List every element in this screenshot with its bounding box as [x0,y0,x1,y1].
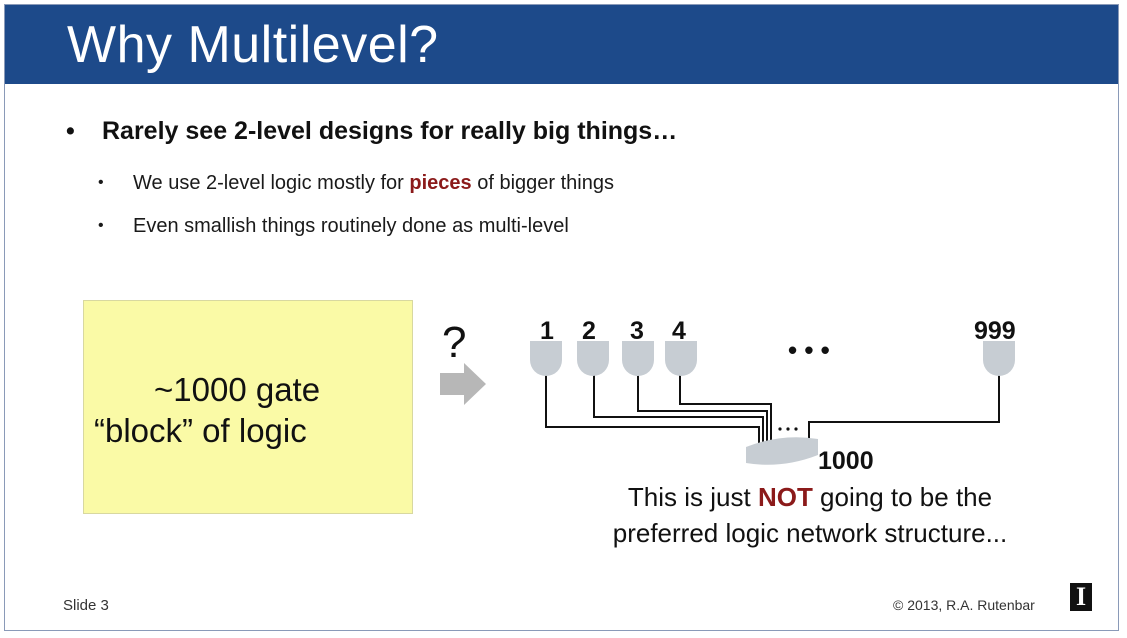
caption-before: This is just [627,482,758,512]
logic-block-line1: ~1000 gate [154,371,321,408]
output-gate-label: 1000 [818,447,874,475]
sub-bullet-1-text [133,172,614,195]
and-gate-4 [665,341,697,376]
and-gate-3 [622,341,654,376]
and-gate-2 [577,341,609,376]
main-bullet-text: Rarely see 2-level designs for really big things… [102,117,678,145]
caption-emphasis: NOT [757,482,813,512]
caption-line-1 [560,482,1060,513]
sub-bullet-1-before: We use 2-level logic mostly for [133,172,410,194]
bullet-dot: • [98,217,104,234]
gate-label-1: 1 [540,317,554,345]
sub-bullet-2-text: Even smallish things routinely done as multi-level [133,215,569,237]
gates-ellipsis: • • • [788,335,830,365]
slide-number: Slide 3 [63,597,109,614]
and-gate-999 [983,341,1015,376]
gate-label-2: 2 [582,317,596,345]
copyright: © 2013, R.A. Rutenbar [893,597,1035,613]
sub-bullet-1-after: of bigger things [471,172,614,194]
question-mark: ? [442,318,467,367]
logic-block-box [83,300,413,514]
sub-bullet-1-emphasis: pieces [409,172,472,194]
two-level-network-diagram [520,305,1040,475]
bullet-dot: • [66,117,75,145]
bullet-dot: • [98,174,104,191]
caption-after: going to be the [812,482,993,512]
gate-label-999: 999 [974,317,1016,345]
gate-label-4: 4 [672,317,686,345]
wire-ellipsis [778,427,797,430]
and-gate-1 [530,341,562,376]
title-bar [5,5,1118,84]
caption-line-2: preferred logic network structure... [612,518,1008,548]
or-gate-1000 [746,437,818,465]
gate-label-3: 3 [630,317,644,345]
right-arrow-icon [440,363,486,405]
logic-block-line2: “block” of logic [94,412,307,449]
slide-title: Why Multilevel? [67,16,439,74]
university-logo-icon: I [1070,583,1092,611]
